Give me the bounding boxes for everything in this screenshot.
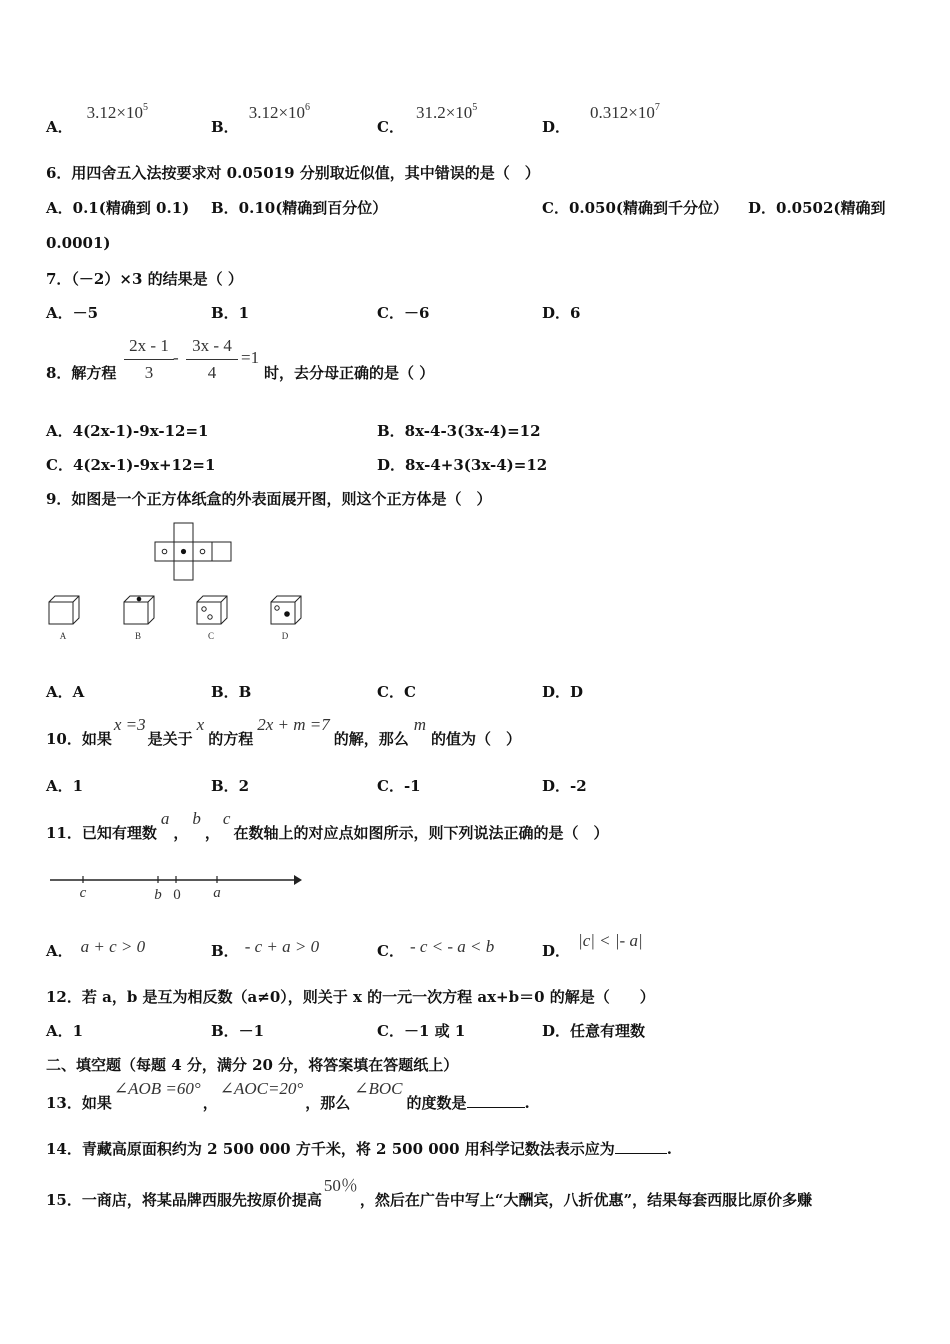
q11-a-expr: a + c > 0	[80, 937, 146, 956]
q11-option-a	[46, 937, 146, 961]
q9-option-d: D．D	[542, 683, 584, 701]
option-label: D．	[542, 118, 571, 136]
axis-label-b: b	[154, 887, 162, 903]
coef: 3.12	[248, 103, 279, 122]
net-face-1	[155, 542, 174, 561]
q7-option-c: C．－6	[377, 304, 430, 322]
q8-suffix: 时，去分母正确的是（ ）	[264, 364, 435, 382]
solid-dot-icon	[284, 611, 290, 617]
text: 14．青藏高原面积约为 2 500 000 方千米，将 2 500 000 用科学记数法表示应为	[46, 1140, 615, 1158]
solid-dot-icon	[137, 597, 142, 602]
q9-option-a: A．A	[46, 683, 85, 701]
text: ，	[204, 824, 220, 842]
q15-stem	[46, 1176, 813, 1210]
var-x: x	[196, 715, 205, 734]
text: 15．一商店，将某品牌西服先按原价提高	[46, 1191, 322, 1209]
number-line-figure	[46, 866, 306, 906]
q7-option-b: B．1	[211, 304, 250, 322]
times: ×10	[116, 103, 143, 122]
q9-option-c: C．C	[377, 683, 416, 701]
q5-option-a	[46, 102, 148, 137]
option-label: A．	[46, 942, 73, 960]
q15-percent: 50％	[323, 1176, 358, 1195]
q8-option-a: A．4(2x-1)-9x-12=1	[46, 422, 209, 440]
option-label: B．	[211, 942, 239, 960]
section-2-heading: 二、填空题（每题 4 分，满分 20 分，将答案填在答题纸上）	[46, 1056, 459, 1074]
q5-c-expr	[416, 103, 477, 122]
option-label: C．	[377, 118, 404, 136]
q6-option-b: B．0.10(精确到百分位）	[211, 199, 388, 217]
exp: 5	[472, 102, 478, 113]
text: ，那么	[305, 1094, 351, 1112]
option-label: B．	[211, 118, 239, 136]
q6-option-d-continued: 0.0001)	[46, 234, 111, 252]
text: ，然后在广告中写上“大酬宾，八折优惠”，结果每套西服比原价多赚	[359, 1191, 813, 1209]
answer-blank[interactable]	[467, 1093, 525, 1108]
q6-option-c: C．0.050(精确到千分位）	[542, 199, 729, 217]
text: ，	[173, 824, 189, 842]
text: 是关于	[147, 730, 193, 748]
q8-fraction-2	[186, 336, 238, 383]
times: ×10	[445, 103, 473, 122]
times: ×10	[278, 103, 306, 122]
text: 的度数是	[406, 1094, 467, 1112]
q11-option-c	[377, 937, 495, 961]
fraction-bar	[186, 359, 238, 360]
cube-d-icon	[271, 596, 301, 624]
text: 13．如果	[46, 1094, 112, 1112]
q11-stem	[46, 809, 609, 843]
q8-minus: -	[173, 348, 179, 367]
q5-d-expr	[590, 103, 660, 122]
hollow-dot-icon	[162, 549, 167, 554]
q10-option-a: A．1	[46, 777, 84, 795]
denominator: 4	[207, 363, 217, 382]
q8-option-c: C．4(2x-1)-9x+12=1	[46, 456, 216, 474]
q10-option-b: B．2	[211, 777, 250, 795]
var-m: m	[413, 715, 427, 734]
q11-option-b	[211, 937, 320, 961]
solid-dot-icon	[181, 549, 186, 554]
q13-angle-aoc: ∠AOC=20°	[219, 1079, 304, 1098]
cube-net-figure	[150, 522, 234, 582]
q13-angle-boc: ∠BOC	[354, 1079, 403, 1098]
net-face-top	[174, 523, 193, 542]
q5-option-b	[211, 102, 311, 137]
times: ×10	[628, 103, 655, 122]
q10-condition	[114, 715, 146, 734]
net-face-4	[212, 542, 231, 561]
text: 11．已知有理数	[46, 824, 157, 842]
q8-fraction-1	[124, 336, 174, 383]
text: ，	[202, 1094, 218, 1112]
axis-label-c: c	[79, 885, 87, 901]
text: 的方程	[208, 730, 254, 748]
fraction-bar	[124, 359, 174, 360]
net-face-bottom	[174, 561, 193, 580]
q11-b-expr: - c + a > 0	[244, 937, 320, 956]
q14-stem	[46, 1138, 672, 1159]
net-face-3	[193, 542, 212, 561]
text: 的值为（ ）	[431, 730, 522, 748]
exp: 7	[654, 102, 660, 113]
q10-option-d: D．-2	[542, 777, 587, 795]
text: 的解，那么	[333, 730, 409, 748]
q13-angle-aob: ∠AOB =60°	[113, 1079, 201, 1098]
arrow-right-icon	[294, 875, 302, 885]
exp: 6	[305, 102, 311, 113]
q11-option-d	[542, 931, 643, 961]
q12-option-b: B．－1	[211, 1022, 265, 1040]
q10-option-c: C．-1	[377, 777, 421, 795]
q9-stem: 9．如图是一个正方体纸盒的外表面展开图，则这个正方体是（ ）	[46, 490, 492, 508]
numerator: 2x - 1	[129, 336, 169, 355]
q5-option-c	[377, 102, 478, 137]
q8-prefix: 8．解方程	[46, 364, 117, 382]
var-c: c	[222, 809, 231, 828]
q11-c-expr: - c < - a < b	[409, 937, 495, 956]
var-b: b	[192, 809, 201, 828]
coef: 3.12	[86, 103, 117, 122]
cube-c-icon	[197, 596, 227, 624]
q13-stem	[46, 1079, 530, 1113]
q6-stem: 6．用四舍五入法按要求对 0.05019 分别取近似值，其中错误的是（ ）	[46, 164, 540, 182]
option-label: A．	[46, 118, 73, 136]
var-a: a	[160, 809, 170, 828]
q6-option-a: A．0.1(精确到 0.1)	[46, 199, 190, 217]
q8-equals: =1	[241, 348, 260, 367]
q10-equation: 2x + m =7	[257, 715, 330, 734]
answer-blank[interactable]	[615, 1139, 667, 1154]
q12-option-d: D．任意有理数	[542, 1022, 646, 1040]
axis-label-a: a	[213, 885, 221, 901]
cube-options-figure	[44, 590, 314, 646]
cube-label-d: D	[281, 631, 289, 641]
q5-b-expr	[249, 103, 310, 122]
exp: 5	[142, 102, 148, 113]
q5-a-expr	[87, 103, 148, 122]
numerator: 3x - 4	[192, 336, 232, 355]
coef: 0.312	[590, 103, 629, 122]
cube-label-c: C	[207, 631, 215, 641]
q7-stem: 7．（－2）×3 的结果是（ ）	[46, 270, 243, 288]
q7-option-d: D．6	[542, 304, 581, 322]
denominator: 3	[144, 363, 154, 382]
q11-d-expr: |c| < |- a|	[578, 931, 643, 950]
q12-stem: 12．若 a，b 是互为相反数（a≠0），则关于 x 的一元一次方程 ax+b＝0 的解是（ ）	[46, 988, 655, 1006]
q8-option-b: B．8x-4-3(3x-4)=12	[377, 422, 541, 440]
q6-option-d: D．0.0502(精确到	[748, 199, 886, 217]
q9-option-b: B．B	[211, 683, 252, 701]
axis-label-0: 0	[173, 887, 181, 903]
q12-option-a: A．1	[46, 1022, 84, 1040]
q5-option-d	[542, 102, 660, 137]
cube-label-a: A	[59, 631, 67, 641]
cube-label-b: B	[134, 631, 142, 641]
text: 在数轴上的对应点如图所示，则下列说法正确的是（ ）	[233, 824, 609, 842]
option-label: C．	[377, 942, 404, 960]
text: 10．如果	[46, 730, 112, 748]
q7-option-a: A．－5	[46, 304, 99, 322]
hollow-dot-icon	[200, 549, 205, 554]
cube-a-icon	[49, 596, 79, 624]
text: .	[524, 1094, 530, 1112]
expr: x =3	[113, 715, 146, 734]
q8-option-d: D．8x-4+3(3x-4)=12	[377, 456, 548, 474]
q10-stem	[46, 715, 522, 749]
coef: 31.2	[415, 103, 446, 122]
option-label: D．	[542, 942, 571, 960]
text: .	[666, 1140, 673, 1158]
q12-option-c: C．－1 或 1	[377, 1022, 466, 1040]
